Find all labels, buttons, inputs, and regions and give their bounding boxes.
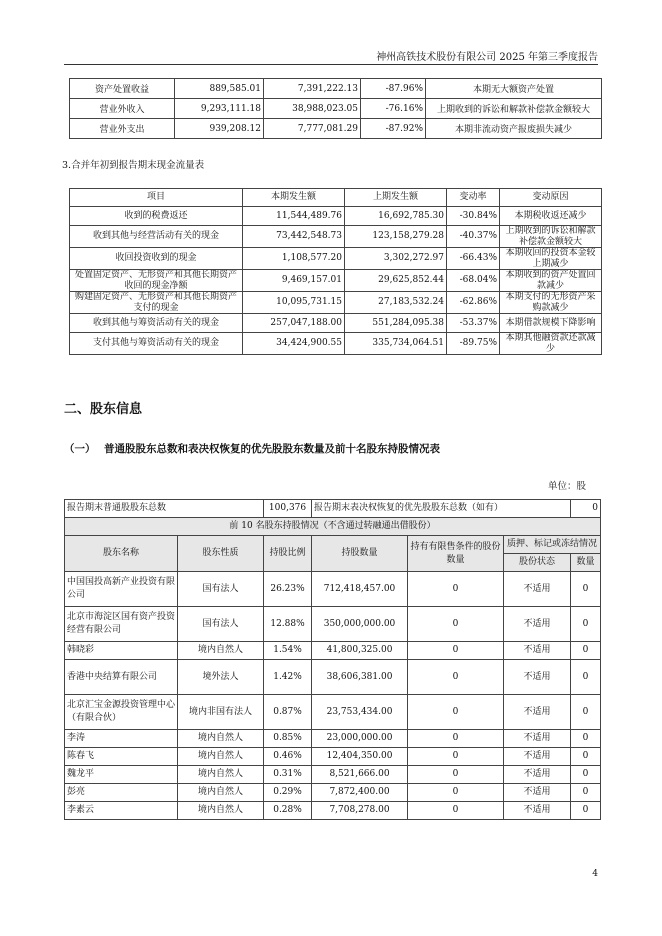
table-row (65, 748, 601, 766)
reason-cell: 上期收到的诉讼和解款补偿款金额较大 (500, 226, 602, 248)
total-value: 100,376 (264, 500, 312, 518)
holder-shares: 12,404,350.00 (312, 748, 408, 766)
shareholders-table (64, 499, 601, 820)
prior-cell: 7,777,081.29 (264, 119, 361, 139)
holder-nature: 境内自然人 (178, 730, 264, 748)
table-row (65, 766, 601, 784)
current-cell: 939,208.12 (175, 119, 264, 139)
holder-ratio: 0.28% (264, 802, 312, 820)
unit-label: 单位：股 (547, 481, 586, 492)
holder-status: 不适用 (504, 660, 571, 695)
holder-shares: 7,708,278.00 (312, 802, 408, 820)
holder-qty: 0 (571, 572, 601, 607)
holder-name: 李素云 (65, 802, 178, 820)
table-row (70, 292, 602, 314)
holder-restricted: 0 (408, 802, 504, 820)
table-row (70, 119, 602, 139)
subsection-title (64, 441, 440, 456)
table-row (70, 333, 602, 355)
header-shares: 持股数量 (312, 536, 408, 572)
holder-name: 魏龙平 (65, 766, 178, 784)
table-row (65, 784, 601, 802)
item-cell: 处置固定资产、无形资产和其他长期资产收回的现金净额 (70, 270, 243, 292)
reason-cell: 上期收到的诉讼和解款补偿款金额较大 (426, 99, 602, 119)
cashflow-section-title: 3.合并年初到报告期末现金流量表 (62, 160, 205, 171)
reason-cell: 本期收回的投资本金较上期减少 (500, 248, 602, 270)
header-restricted: 持有有限售条件的股份数量 (408, 536, 504, 572)
holder-restricted: 0 (408, 695, 504, 730)
reason-cell: 本期无大额资产处置 (426, 79, 602, 99)
table-row (70, 207, 602, 226)
rate-cell: -87.92% (361, 119, 426, 139)
holder-restricted: 0 (408, 730, 504, 748)
current-cell: 9,293,111.18 (175, 99, 264, 119)
current-cell: 73,442,548.73 (243, 226, 345, 248)
holder-shares: 38,606,381.00 (312, 660, 408, 695)
prior-cell: 123,158,279.28 (345, 226, 447, 248)
header-ratio: 持股比例 (264, 536, 312, 572)
total-label: 报告期末普通股股东总数 (65, 500, 264, 518)
holder-ratio: 0.87% (264, 695, 312, 730)
subsection-number: （一） (64, 443, 96, 455)
income-variance-table (69, 78, 602, 139)
total-shareholders-row (65, 500, 601, 518)
prior-cell: 27,183,532.24 (345, 292, 447, 314)
holder-nature: 境外法人 (178, 660, 264, 695)
current-cell: 9,469,157.01 (243, 270, 345, 292)
holder-qty: 0 (571, 748, 601, 766)
holder-shares: 23,000,000.00 (312, 730, 408, 748)
holder-status: 不适用 (504, 642, 571, 660)
table-row (70, 99, 602, 119)
reason-cell: 本期非流动资产报废损失减少 (426, 119, 602, 139)
holder-name: 中国国投高新产业投资有限公司 (65, 572, 178, 607)
reason-cell: 本期税收返还减少 (500, 207, 602, 226)
prior-cell: 335,734,064.51 (345, 333, 447, 355)
header-rate: 变动率 (447, 189, 500, 207)
holder-restricted: 0 (408, 642, 504, 660)
prior-cell: 551,284,095.38 (345, 314, 447, 333)
rate-cell: -62.86% (447, 292, 500, 314)
holder-status: 不适用 (504, 607, 571, 642)
rate-cell: -68.04% (447, 270, 500, 292)
current-cell: 257,047,188.00 (243, 314, 345, 333)
header-name: 股东名称 (65, 536, 178, 572)
holder-nature: 境内自然人 (178, 802, 264, 820)
top10-caption-row (65, 518, 601, 536)
current-cell: 889,585.01 (175, 79, 264, 99)
item-cell: 购建固定资产、无形资产和其他长期资产支付的现金 (70, 292, 243, 314)
holder-qty: 0 (571, 607, 601, 642)
item-cell: 收到其他与经营活动有关的现金 (70, 226, 243, 248)
table-header-row (70, 189, 602, 207)
current-cell: 1,108,577.20 (243, 248, 345, 270)
holder-status: 不适用 (504, 695, 571, 730)
page-header-title: 神州高铁技术股份有限公司 2025 年第三季度报告 (376, 52, 598, 63)
header-current: 本期发生额 (243, 189, 345, 207)
cashflow-table (69, 188, 602, 355)
holder-restricted: 0 (408, 607, 504, 642)
top10-caption: 前 10 名股东持股情况（不含通过转融通出借股份） (65, 518, 601, 536)
holder-qty: 0 (571, 766, 601, 784)
holder-ratio: 0.85% (264, 730, 312, 748)
holder-nature: 国有法人 (178, 572, 264, 607)
holder-nature: 境内自然人 (178, 766, 264, 784)
item-cell: 收回投资收到的现金 (70, 248, 243, 270)
holder-nature: 国有法人 (178, 607, 264, 642)
holder-restricted: 0 (408, 766, 504, 784)
holder-nature: 境内自然人 (178, 642, 264, 660)
page-number: 4 (592, 869, 598, 879)
table-row (70, 314, 602, 333)
table-header-row (65, 536, 601, 554)
item-cell: 收到其他与筹资活动有关的现金 (70, 314, 243, 333)
table-row (65, 572, 601, 607)
current-cell: 10,095,731.15 (243, 292, 345, 314)
pref-value: 0 (571, 500, 601, 518)
holder-nature: 境内自然人 (178, 784, 264, 802)
table-row (70, 270, 602, 292)
pref-label: 报告期末表决权恢复的优先股股东总数（如有） (312, 500, 571, 518)
rate-cell: -66.43% (447, 248, 500, 270)
rate-cell: -53.37% (447, 314, 500, 333)
holder-name: 李涛 (65, 730, 178, 748)
header-qty: 数量 (571, 554, 601, 572)
holder-status: 不适用 (504, 730, 571, 748)
header-status: 股份状态 (504, 554, 571, 572)
holder-restricted: 0 (408, 784, 504, 802)
reason-cell: 本期借款规模下降影响 (500, 314, 602, 333)
table-row (65, 642, 601, 660)
current-cell: 34,424,900.55 (243, 333, 345, 355)
item-cell: 营业外收入 (70, 99, 175, 119)
holder-name: 陈春飞 (65, 748, 178, 766)
section-title-shareholders: 二、股东信息 (64, 402, 143, 417)
header-pledge: 质押、标记或冻结情况 (504, 536, 601, 554)
holder-ratio: 12.88% (264, 607, 312, 642)
holder-shares: 41,800,325.00 (312, 642, 408, 660)
table-row (65, 802, 601, 820)
holder-nature: 境内自然人 (178, 748, 264, 766)
rate-cell: -30.84% (447, 207, 500, 226)
holder-ratio: 26.23% (264, 572, 312, 607)
holder-status: 不适用 (504, 784, 571, 802)
rate-cell: -40.37% (447, 226, 500, 248)
header-prior: 上期发生额 (345, 189, 447, 207)
header-nature: 股东性质 (178, 536, 264, 572)
prior-cell: 29,625,852.44 (345, 270, 447, 292)
holder-shares: 350,000,000.00 (312, 607, 408, 642)
holder-qty: 0 (571, 660, 601, 695)
prior-cell: 38,988,023.05 (264, 99, 361, 119)
rate-cell: -89.75% (447, 333, 500, 355)
holder-status: 不适用 (504, 766, 571, 784)
holder-name: 香港中央结算有限公司 (65, 660, 178, 695)
holder-qty: 0 (571, 730, 601, 748)
reason-cell: 本期收到的资产处置回款减少 (500, 270, 602, 292)
table-row (70, 79, 602, 99)
rate-cell: -76.16% (361, 99, 426, 119)
holder-restricted: 0 (408, 660, 504, 695)
rate-cell: -87.96% (361, 79, 426, 99)
prior-cell: 16,692,785.30 (345, 207, 447, 226)
holder-ratio: 0.29% (264, 784, 312, 802)
table-row (65, 660, 601, 695)
holder-ratio: 1.42% (264, 660, 312, 695)
holder-ratio: 0.31% (264, 766, 312, 784)
header-divider (64, 64, 598, 65)
holder-status: 不适用 (504, 802, 571, 820)
reason-cell: 本期支付的无形资产采购款减少 (500, 292, 602, 314)
holder-name: 北京市海淀区国有资产投资经营有限公司 (65, 607, 178, 642)
table-row (65, 730, 601, 748)
holder-shares: 7,872,400.00 (312, 784, 408, 802)
holder-restricted: 0 (408, 748, 504, 766)
holder-name: 北京汇宝金源投资管理中心（有限合伙） (65, 695, 178, 730)
prior-cell: 7,391,222.13 (264, 79, 361, 99)
current-cell: 11,544,489.76 (243, 207, 345, 226)
holder-qty: 0 (571, 642, 601, 660)
holder-name: 韩晓彩 (65, 642, 178, 660)
holder-qty: 0 (571, 802, 601, 820)
holder-shares: 23,753,434.00 (312, 695, 408, 730)
table-row (65, 695, 601, 730)
holder-name: 彭亮 (65, 784, 178, 802)
holder-restricted: 0 (408, 572, 504, 607)
holder-shares: 712,418,457.00 (312, 572, 408, 607)
item-cell: 收到的税费返还 (70, 207, 243, 226)
holder-nature: 境内非国有法人 (178, 695, 264, 730)
holder-ratio: 0.46% (264, 748, 312, 766)
header-item: 项目 (70, 189, 243, 207)
table-row (65, 607, 601, 642)
holder-shares: 8,521,666.00 (312, 766, 408, 784)
item-cell: 营业外支出 (70, 119, 175, 139)
prior-cell: 3,302,272.97 (345, 248, 447, 270)
subsection-text: 普通股股东总数和表决权恢复的优先股股东数量及前十名股东持股情况表 (104, 443, 440, 455)
holder-status: 不适用 (504, 748, 571, 766)
holder-qty: 0 (571, 784, 601, 802)
item-cell: 支付其他与筹资活动有关的现金 (70, 333, 243, 355)
holder-status: 不适用 (504, 572, 571, 607)
table-row (70, 226, 602, 248)
holder-ratio: 1.54% (264, 642, 312, 660)
item-cell: 资产处置收益 (70, 79, 175, 99)
reason-cell: 本期其他融资款还款减少 (500, 333, 602, 355)
holder-qty: 0 (571, 695, 601, 730)
table-row (70, 248, 602, 270)
header-reason: 变动原因 (500, 189, 602, 207)
